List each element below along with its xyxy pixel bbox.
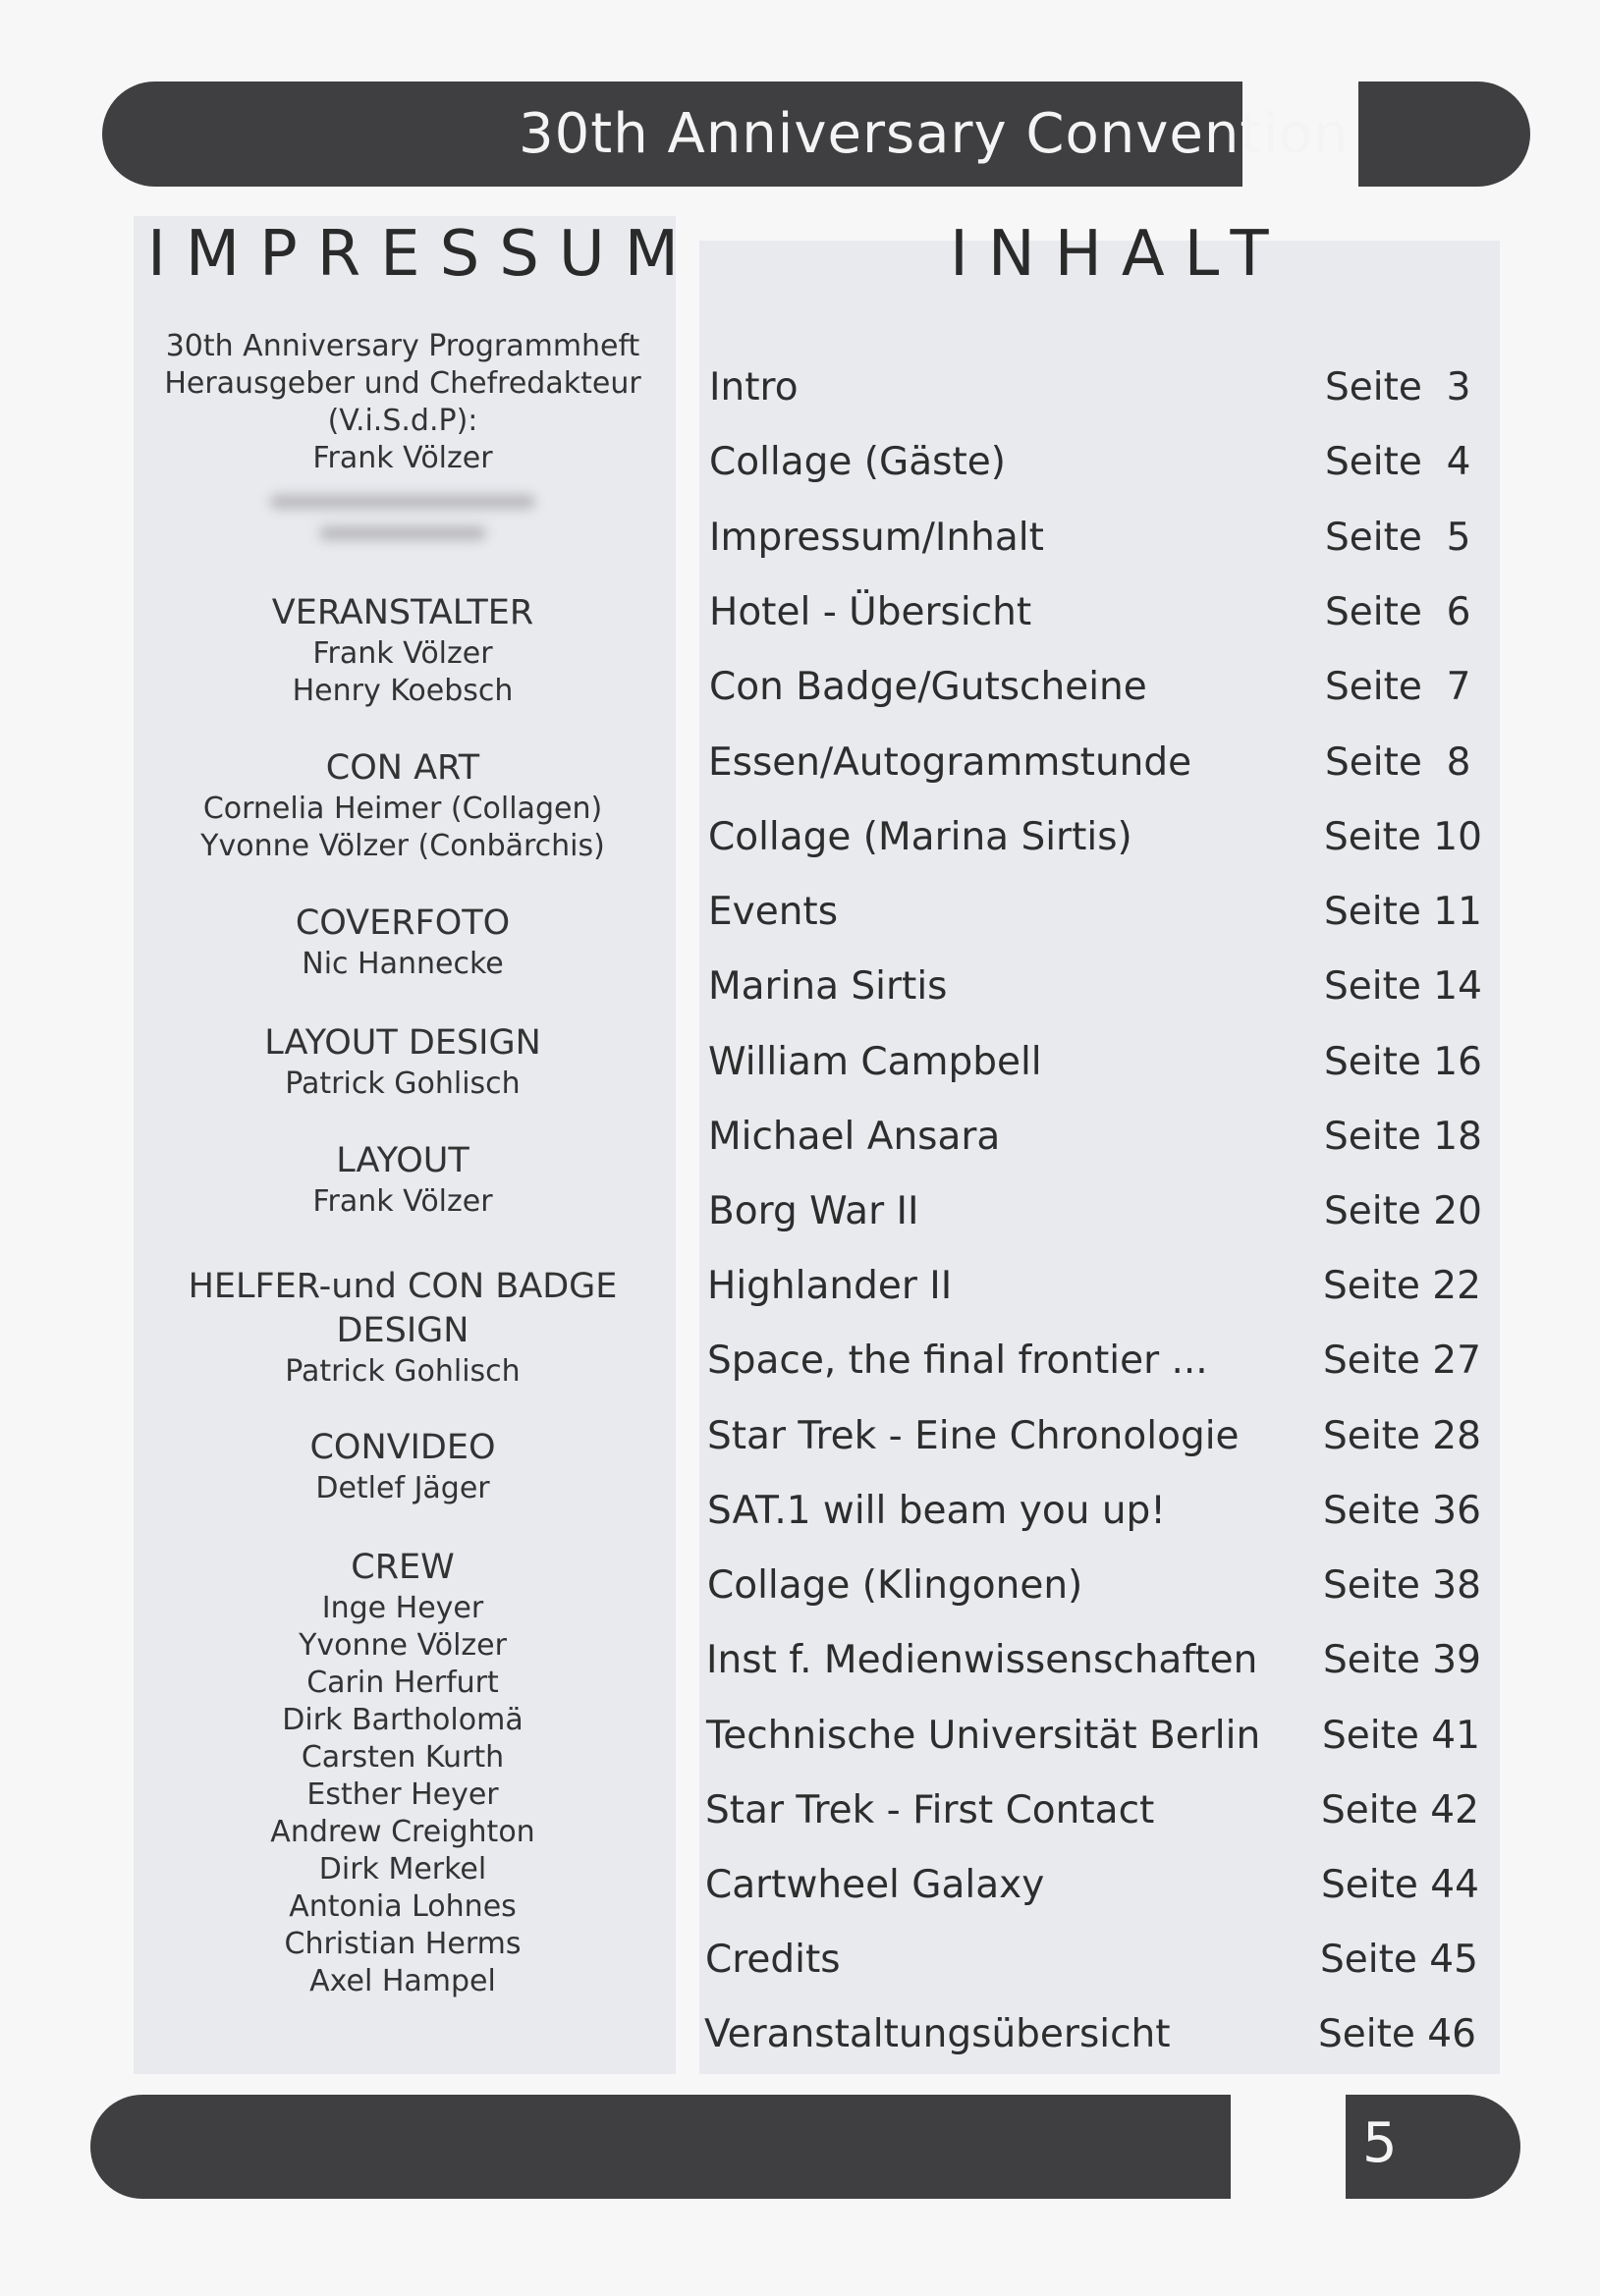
toc-title: SAT.1 will beam you up!: [707, 1489, 1166, 1533]
section-heading: COVERFOTO: [295, 903, 511, 943]
intro-line: (V.i.S.d.P):: [327, 404, 478, 438]
toc-page: Seite 41: [1322, 1714, 1480, 1758]
toc-title: Impressum/Inhalt: [709, 516, 1044, 560]
crew-member: Dirk Bartholomä: [282, 1703, 524, 1737]
impressum-heading: IMPRESSUM: [147, 218, 698, 291]
crew-member: Inge Heyer: [321, 1591, 484, 1625]
toc-page: Seite 3: [1325, 365, 1471, 410]
toc-page: Seite 22: [1323, 1264, 1481, 1308]
toc-title: Borg War II: [708, 1189, 919, 1233]
toc-page: Seite 11: [1324, 890, 1482, 934]
section-line: Nic Hannecke: [302, 947, 504, 981]
intro-line: 30th Anniversary Programmheft: [165, 329, 640, 363]
toc-title: Intro: [709, 365, 799, 410]
toc-page: Seite 5: [1325, 516, 1471, 560]
header-tab: [1358, 82, 1530, 187]
section-veranstalter: [124, 591, 682, 710]
section-coverfoto: [124, 902, 682, 983]
crew-member: Andrew Creighton: [270, 1815, 535, 1849]
toc-title: William Campbell: [708, 1040, 1042, 1084]
toc-page: Seite 10: [1324, 815, 1482, 859]
toc-page: Seite 28: [1323, 1414, 1481, 1458]
section-heading: CREW: [351, 1548, 455, 1587]
section-heading: CONVIDEO: [309, 1428, 496, 1467]
section-line: Patrick Gohlisch: [285, 1354, 521, 1389]
toc-title: Events: [708, 890, 839, 934]
toc-title: Con Badge/Gutscheine: [709, 665, 1147, 709]
toc-page: Seite 6: [1325, 590, 1471, 634]
toc-title: Essen/Autogrammstunde: [708, 740, 1192, 785]
section-line: Henry Koebsch: [292, 674, 514, 708]
toc-title: Collage (Gäste): [709, 440, 1006, 484]
toc-title: Star Trek - First Contact: [705, 1788, 1155, 1832]
crew-member: Christian Herms: [284, 1927, 522, 1961]
section-heading: LAYOUT DESIGN: [264, 1023, 541, 1063]
toc-page: Seite 39: [1323, 1638, 1481, 1682]
toc-page: Seite 45: [1320, 1938, 1478, 1982]
section-line: Detlef Jäger: [315, 1471, 490, 1505]
redacted-address: [270, 495, 535, 509]
page-number: 5: [1362, 2111, 1398, 2175]
redacted-address: [319, 526, 486, 540]
inhalt-heading: INHALT: [950, 218, 1289, 291]
toc-title: Highlander II: [707, 1264, 953, 1308]
intro-line: Herausgeber und Chefredakteur: [164, 366, 641, 401]
intro-line: Frank Völzer: [312, 441, 493, 475]
crew-member: Esther Heyer: [306, 1777, 499, 1812]
toc-page: Seite 7: [1325, 665, 1471, 709]
toc-page: Seite 8: [1325, 740, 1471, 785]
section-helfer-badge: [124, 1265, 682, 1391]
toc-page: Seite 18: [1324, 1115, 1482, 1159]
impressum-intro: [124, 328, 682, 540]
toc-title: Veranstaltungsübersicht: [704, 2012, 1171, 2056]
section-line: Cornelia Heimer (Collagen): [202, 792, 603, 826]
section-line: Yvonne Völzer (Conbärchis): [200, 829, 605, 863]
toc-title: Credits: [705, 1938, 841, 1982]
toc-page: Seite 42: [1321, 1788, 1479, 1832]
toc-page: Seite 14: [1324, 964, 1482, 1009]
section-convideo: [124, 1426, 682, 1507]
section-heading: CON ART: [325, 748, 480, 788]
toc-page: Seite 36: [1323, 1489, 1481, 1533]
footer-bar: [90, 2095, 1231, 2199]
crew-member: Dirk Merkel: [318, 1852, 487, 1886]
crew-member: Antonia Lohnes: [289, 1889, 517, 1924]
section-layout: [124, 1139, 682, 1221]
toc-title: Technische Universität Berlin: [706, 1714, 1261, 1758]
toc-title: Collage (Marina Sirtis): [708, 815, 1132, 859]
toc-title: Inst f. Medienwissenschaften: [706, 1638, 1258, 1682]
toc-page: Seite 44: [1321, 1863, 1479, 1907]
section-heading-line2: DESIGN: [336, 1311, 469, 1350]
section-line: Frank Völzer: [312, 636, 493, 671]
toc-title: Marina Sirtis: [708, 964, 948, 1009]
section-heading: VERANSTALTER: [271, 593, 534, 632]
section-line: Patrick Gohlisch: [285, 1066, 521, 1101]
toc-page: Seite 27: [1323, 1339, 1481, 1383]
crew-member: Carsten Kurth: [301, 1740, 505, 1775]
crew-member: Axel Hampel: [309, 1964, 496, 1998]
toc-page: Seite 20: [1324, 1189, 1482, 1233]
toc-title: Star Trek - Eine Chronologie: [707, 1414, 1240, 1458]
toc-page: Seite 4: [1325, 440, 1471, 484]
toc-page: Seite 46: [1318, 2012, 1476, 2056]
toc-page: Seite 38: [1323, 1563, 1481, 1608]
section-con-art: [124, 746, 682, 865]
crew-member: Yvonne Völzer: [299, 1628, 507, 1663]
section-crew: [124, 1546, 682, 2000]
toc-title: Hotel - Übersicht: [709, 590, 1032, 634]
section-heading: HELFER-und CON BADGE: [188, 1267, 618, 1306]
toc-title: Collage (Klingonen): [707, 1563, 1083, 1608]
section-line: Frank Völzer: [312, 1184, 493, 1219]
section-layout-design: [124, 1021, 682, 1103]
toc-title: Cartwheel Galaxy: [705, 1863, 1045, 1907]
header-title: 30th Anniversary Convention: [519, 102, 1350, 166]
crew-member: Carin Herfurt: [306, 1666, 499, 1700]
toc-title: Michael Ansara: [708, 1115, 1001, 1159]
toc-page: Seite 16: [1324, 1040, 1482, 1084]
toc-title: Space, the final frontier ...: [707, 1339, 1208, 1383]
section-heading: LAYOUT: [336, 1141, 469, 1180]
